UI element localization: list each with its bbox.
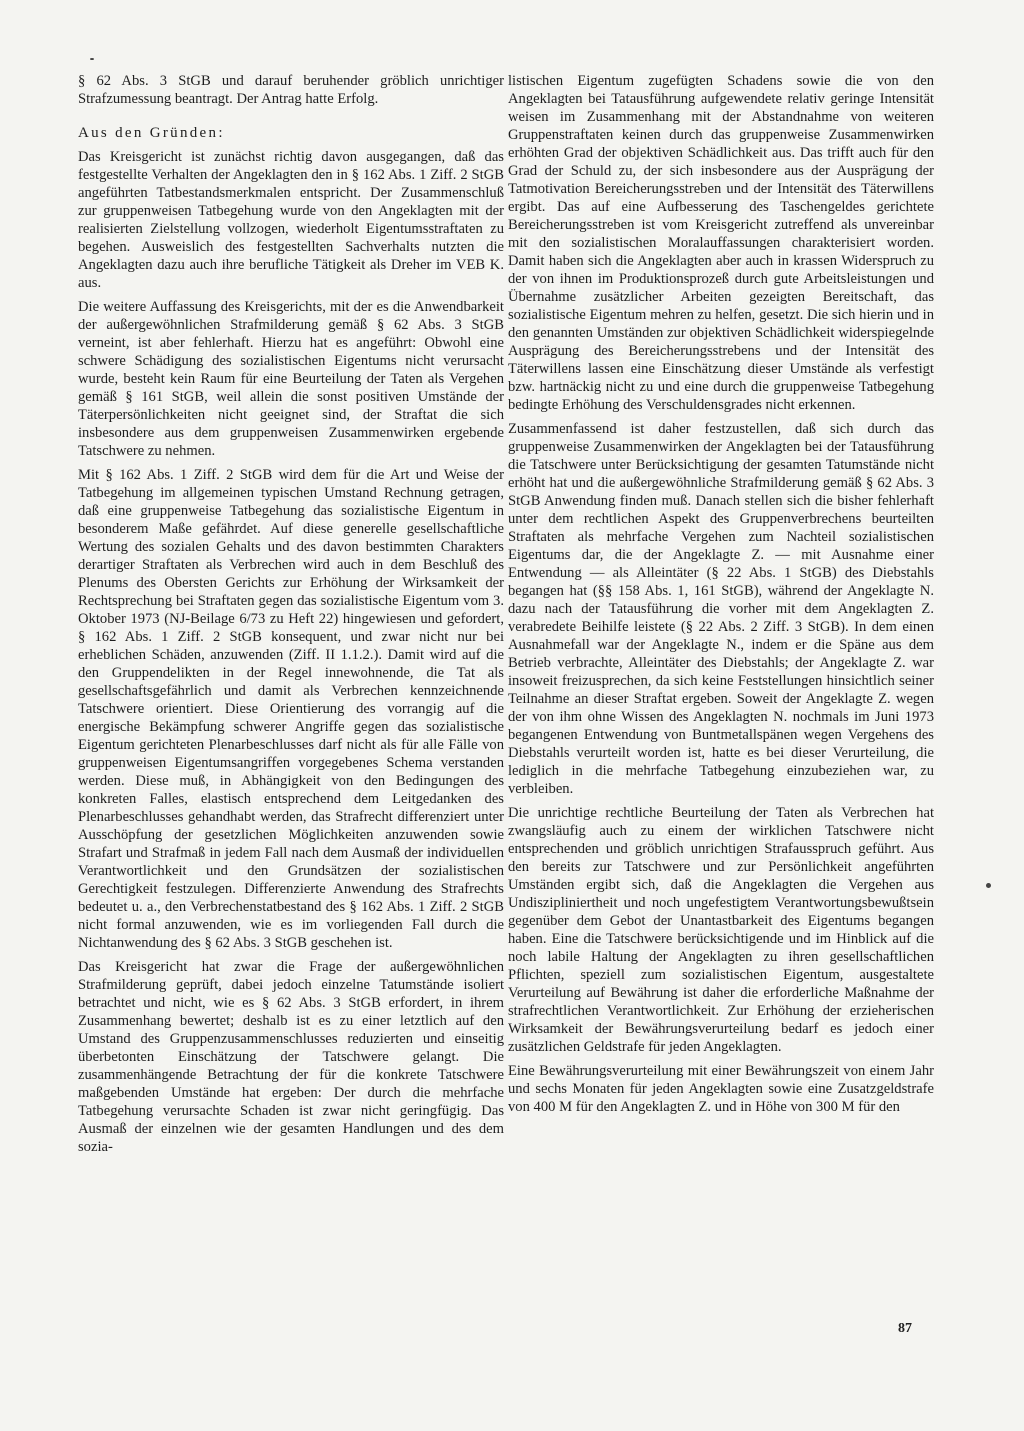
paragraph: Die weitere Auffassung des Kreisgerichts, mit der es die Anwendbarkeit der außergewöhnlichen Strafmilderung gemäß § 62 Abs. 3 StGB verneint, ist aber fehlerhaft. Hierzu hat es angeführt: Obwohl eine schwere Schädigung des sozialistischen Eigentums nicht verursacht wurde, besteht kein Raum für eine Beurteilung der Taten als Vergehen gemäß § 161 StGB, weil allein die sonst positiven Umstände der Täterpersönlichkeiten nicht geeignet sind, der Straftat die sich insbesondere aus dem gruppenweisen Zusammenwirken ergebende Tatschwere zu nehmen. bbox=[78, 299, 504, 459]
paragraph: listischen Eigentum zugefügten Schadens sowie die von den Angeklagten bei Tatausführung aufgewendete relativ geringe Intensität weisen im Zusammenhang mit der Abstandnahme von weiteren Gruppenstraftaten keinen durch das gruppenweise Zusammenwirken erhöhten Grad der objektiven Schädlichkeit aus. Das trifft auch für den Grad der Schuld zu, der sich insbesondere aus der Ausprägung der Tatmotivation Bereicherungsstreben und der Intensität des Täterwillens ergibt. Das auf eine Aufbesserung des Taschengeldes gerichtete Bereicherungsstreben ist vom Kreisgericht zutreffend als unvereinbar mit den sozialistischen Moralauffassungen charakterisiert worden. Damit haben sich die Angeklagten aber auch in krassen Widerspruch zu der von ihnen im Produktionsprozeß durch gute Arbeitsleistungen und Übernahme zusätzlicher Arbeiten gezeigten Bereitschaft, das sozialistische Eigentum mehren zu helfen, gesetzt. Die sich hierin und in den genannten Umständen zur objektiven Schädlichkeit widerspiegelnde Ausprägung des Bereicherungsstrebens und der Intensität des Täterwillens lassen eine Einschätzung dieser Umstände als verfestigt bzw. hartnäckig nicht zu und eine durch die gruppenweise Tatbegehung bedingte Erhöhung des Verschuldensgrades nicht erkennen. bbox=[508, 73, 934, 413]
scan-speck bbox=[90, 58, 94, 60]
right-column bbox=[508, 72, 934, 1122]
section-heading: Aus den Gründen: bbox=[78, 125, 225, 141]
paragraph: Eine Bewährungsverurteilung mit einer Bewährungszeit von einem Jahr und sechs Monaten für jeden Angeklagten sowie eine Zusatzgeldstrafe von 400 M für den Angeklagten Z. und in Höhe von 300 M für den bbox=[508, 1063, 934, 1115]
paragraph: Zusammenfassend ist daher festzustellen, daß sich durch das gruppenweise Zusammenwirken der Angeklagten bei der Tatausführung die Tatschwere unter Berücksichtigung der gesamten Tatumstände nicht erhöht hat und die außergewöhnliche Strafmilderung gemäß § 62 Abs. 3 StGB Anwendung finden muß. Danach stellen sich die bisher fehlerhaft unter dem rechtlichen Aspekt des Gruppenverbrechens beurteilten Straftaten als mehrfache Vergehen zum Nachteil sozialistischen Eigentums dar, die der Angeklagte Z. — mit Ausnahme einer Entwendung — als Alleintäter (§ 22 Abs. 1 StGB) des Diebstahls begangen hat (§§ 158 Abs. 1, 161 StGB), während der Angeklagte N. dazu nach der Tatausführung die vorher mit dem Angeklagten Z. verabredete Beihilfe leistete (§ 22 Abs. 2 Ziff. 3 StGB). In dem einen Ausnahmefall war der Angeklagte N., indem er die Späne aus dem Betrieb verbrachte, Alleintäter des Diebstahls; der Angeklagte Z. war insoweit freizusprechen, da sich keine Feststellungen hinsichtlich seiner Teilnahme an dieser Straftat ergeben. Soweit der Angeklagte Z. wegen der von ihm ohne Wissen des Angeklagten N. nochmals im Juni 1973 begangenen Entwendung von Buntmetallspänen wegen Vergehens des Diebstahls verurteilt worden ist, hatte es bei dieser Verurteilung, die lediglich in die mehrfache Tatbegehung einzubeziehen war, zu verbleiben. bbox=[508, 421, 934, 797]
paragraph: Die unrichtige rechtliche Beurteilung der Taten als Verbrechen hat zwangsläufig auch zu einem der wirklichen Tatschwere nicht entsprechenden und gröblich unrichtigen Strafausspruch geführt. Aus den bereits zur Tatschwere und zur Persönlichkeit angeführten Umständen ergibt sich, daß die Angeklagten die Vergehen aus Undiszipliniertheit und noch ungefestigtem Verantwortungsbewußtsein gegenüber dem Gebot der Unantastbarkeit des Eigentums begangen haben. Eine die Tatschwere berücksichtigende und im Hinblick auf die noch labile Haltung der Angeklagten zu ihren gesellschaftlichen Pflichten, speziell zum sozialistischen Eigentum, ausgestaltete Verurteilung auf Bewährung ist daher die erforderliche Maßnahme der strafrechtlichen Verantwortlichkeit. Zur Erhöhung der erzieherischen Wirksamkeit der Bewährungsverurteilung bedarf es jedoch einer zusätzlichen Geldstrafe für jeden Angeklagten. bbox=[508, 805, 934, 1055]
paragraph: Mit § 162 Abs. 1 Ziff. 2 StGB wird dem für die Art und Weise der Tatbegehung im allgemeinen typischen Umstand Rechnung getragen, daß eine gruppenweise Tatbegehung das sozialistische Eigentum in besonderem Maße gefährdet. Auf diese generelle gesellschaftliche Wertung des sozialen Gehalts und des davon bestimmten Charakters derartiger Straftaten als Verbrechen wird auch in dem Beschluß des Plenums des Obersten Gerichts zur Erhöhung der Wirksamkeit der Rechtsprechung bei Straftaten gegen das sozialistische Eigentum vom 3. Oktober 1973 (NJ-Beilage 6/73 zu Heft 22) hingewiesen und gefordert, § 162 Abs. 1 Ziff. 2 StGB konsequent, und zwar nicht nur bei erheblichen Schäden, anzuwenden (Ziff. II 1.1.2.). Damit wird auf die den Gruppendelikten in der Regel innewohnende, die Tat als gesellschaftsgefährlich und damit als Verbrechen kennzeichnende Tatschwere orientiert. Diese Orientierung des vorrangig auf die energische Bekämpfung schwerer Angriffe gegen das sozialistische Eigentum gerichteten Plenarbeschlusses darf nicht als für alle Fälle von gruppenweisen Eigentumsangriffen vorgegebenes Schema verstanden werden. Diese muß, in Abhängigkeit von den Bedingungen des konkreten Falles, elastisch entsprechend dem Leitgedanken des Plenarbeschlusses gehandhabt werden, das Strafrecht differenziert unter Ausschöpfung der gesetzlichen Möglichkeiten anzuwenden sowie Strafart und Strafmaß in jedem Fall nach dem Ausmaß der individuellen Verantwortlichkeit und den Grundsätzen der sozialistischen Gerechtigkeit festzulegen. Differenzierte Anwendung des Strafrechts bedeutet u. a., den Verbrechenstatbestand des § 162 Abs. 1 Ziff. 2 StGB nicht formal anzuwenden, wie es im vorliegenden Fall durch die Nichtanwendung des § 62 Abs. 3 StGB geschehen ist. bbox=[78, 467, 504, 951]
scan-speck bbox=[986, 883, 991, 888]
paragraph: Das Kreisgericht ist zunächst richtig davon ausgegangen, daß das festgestellte Verhalten der Angeklagten den in § 162 Abs. 1 Ziff. 2 StGB angeführten Tatbestandsmerkmalen entspricht. Der Zusammenschluß zur gruppenweisen Tatbegehung wurde von den Angeklagten mit der realisierten Zielstellung vollzogen, wiederholt Eigentumsstraftaten zu begehen. Ausweislich des festgestellten Sachverhalts nutzten die Angeklagten dazu auch ihre berufliche Tätigkeit als Dreher im VEB K. aus. bbox=[78, 149, 504, 291]
left-column bbox=[78, 72, 504, 1162]
opening-paragraph: § 62 Abs. 3 StGB und darauf beruhender gröblich unrichtiger Strafzumessung beantragt. Der Antrag hatte Erfolg. bbox=[78, 73, 504, 107]
page-number: 87 bbox=[898, 1321, 912, 1336]
paragraph: Das Kreisgericht hat zwar die Frage der außergewöhnlichen Strafmilderung geprüft, dabei jedoch einzelne Tatumstände isoliert betrachtet und nicht, wie es § 62 Abs. 3 StGB erfordert, in ihrem Zusammenhang bewertet; deshalb ist es zu einer letztlich auf den Umstand des Gruppenzusammenschlusses reduzierten und einseitig überbetonten Einschätzung der Tatschwere gelangt. Die zusammenhängende Betrachtung der für die konkrete Tatschwere maßgebenden Umstände hat ergeben: Der durch die mehrfache Tatbegehung verursachte Schaden ist zwar nicht geringfügig. Das Ausmaß der einzelnen wie der gesamten Handlungen und des dem sozia- bbox=[78, 959, 504, 1155]
